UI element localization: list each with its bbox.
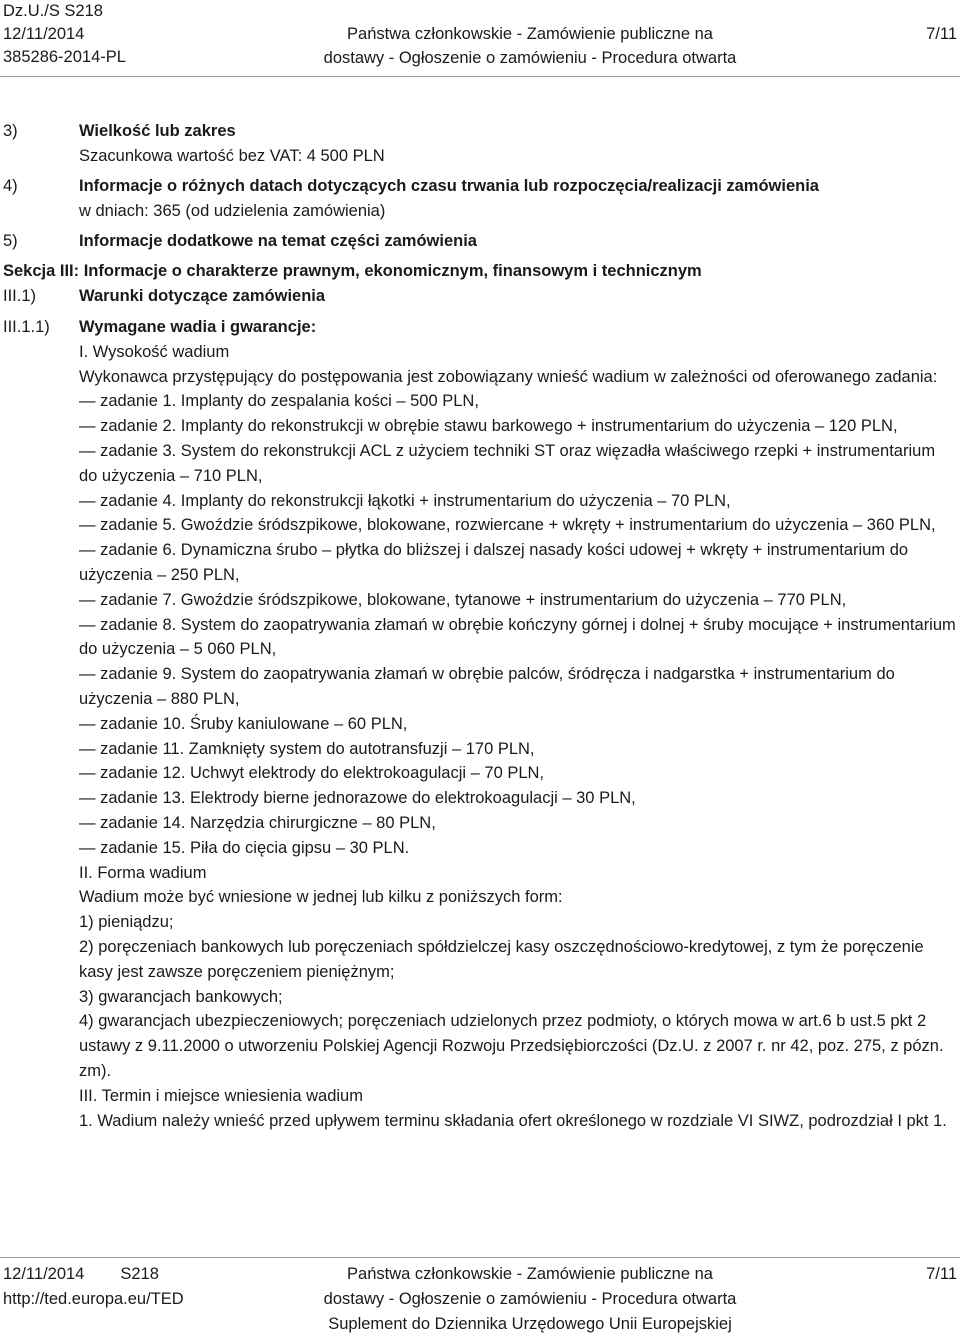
section-3-title: Wielkość lub zakres (79, 122, 236, 140)
header-date: 12/11/2014 (3, 25, 85, 43)
task-item: — zadanie 15. Piła do cięcia gipsu – 30 PLN. (79, 838, 410, 857)
header-divider (0, 76, 960, 77)
journal-ref: Dz.U./S S218 (3, 2, 103, 20)
footer-title-2: dostawy - Ogłoszenie o zamówieniu - Procedura otwarta (323, 1290, 737, 1308)
section-4-number: 4) (3, 177, 18, 195)
task-item: — zadanie 14. Narzędzia chirurgiczne – 80 PLN, (79, 813, 436, 832)
section-5-number: 5) (3, 232, 18, 250)
footer-left (3, 1262, 184, 1312)
section-4-title: Informacje o różnych datach dotyczących czasu trwania lub rozpoczęcia/realizacji zamówienia (79, 177, 819, 195)
header-left (3, 0, 126, 69)
section-5-title: Informacje dodatkowe na temat części zamówienia (79, 232, 477, 250)
task-item: — zadanie 5. Gwoździe śródszpikowe, blokowane, rozwiercane + wkręty + instrumentarium do użyczenia – 360 PLN, (79, 516, 936, 535)
deposit-form-item: 2) poręczeniach bankowych lub poręczeniach spółdzielczej kasy oszczędnościowo-kredytowej, z tym że poręczenie kasy jest zawsze poręczeniem pieniężnym; (79, 937, 924, 981)
task-item: — zadanie 11. Zamknięty system do autotransfuzji – 170 PLN, (79, 739, 535, 758)
section-iii-heading: Sekcja III: Informacje o charakterze prawnym, ekonomicznym, finansowym i technicznym (3, 262, 702, 280)
footer-title-1: Państwa członkowskie - Zamówienie publiczne na (347, 1265, 713, 1283)
section-iii-1-1-number: III.1.1) (3, 318, 50, 336)
header-center (310, 22, 750, 70)
header-title-2: dostawy - Ogłoszenie o zamówieniu - Procedura otwarta (323, 49, 737, 67)
task-item: — zadanie 10. Śruby kaniulowane – 60 PLN, (79, 714, 408, 733)
footer-divider (0, 1257, 960, 1258)
task-item: — zadanie 4. Implanty do rekonstrukcji łąkotki + instrumentarium do użyczenia – 70 PLN, (79, 491, 731, 510)
section-iii-1-1-body (79, 315, 957, 1133)
page-header (0, 0, 960, 72)
header-page-number: 7/11 (926, 25, 957, 43)
footer-url[interactable]: http://ted.europa.eu/TED (3, 1290, 184, 1308)
task-item: — zadanie 8. System do zaopatrywania złamań w obrębie kończyny górnej i dolnej + śruby mocujące + instrumentarium do użyczenia – 5 060 PLN, (79, 615, 956, 659)
task-item: — zadanie 9. System do zaopatrywania złamań w obrębie palców, śródręcza i nadgarstka + instrumentarium do użyczenia – 880 PLN, (79, 665, 895, 708)
footer-page-number: 7/11 (926, 1265, 957, 1283)
header-title-1: Państwa członkowskie - Zamówienie publiczne na (347, 25, 713, 43)
task-item: — zadanie 7. Gwoździe śródszpikowe, blokowane, tytanowe + instrumentarium do użyczenia – 770 PLN, (79, 590, 847, 609)
task-item: — zadanie 1. Implanty do zespalania kości – 500 PLN, (79, 392, 479, 411)
deposit-amount-heading: I. Wysokość wadium (79, 342, 230, 361)
deposit-deadline-text: 1. Wadium należy wnieść przed upływem terminu składania ofert określonego w rozdziale VI SIWZ, podrozdział I pkt 1. (79, 1111, 947, 1130)
deposit-form-item: 4) gwarancjach ubezpieczeniowych; poręczeniach udzielonych przez podmioty, o których mowa w art.6 b ust.5 pkt 2 ustawy z 9.11.2000 o utworzeniu Polskiej Agencji Rozwoju Przedsiębiorczości (Dz.U. z 2007 r. nr 42, poz. 275, z pózn. zm). (79, 1012, 944, 1080)
footer-date: 12/11/2014 (3, 1265, 85, 1283)
footer-center (300, 1262, 760, 1337)
task-item: — zadanie 12. Uchwyt elektrody do elektrokoagulacji – 70 PLN, (79, 764, 545, 783)
section-3-text: Szacunkowa wartość bez VAT: 4 500 PLN (79, 147, 385, 165)
task-item: — zadanie 13. Elektrody bierne jednorazowe do elektrokoagulacji – 30 PLN, (79, 789, 636, 808)
notice-id: 385286-2014-PL (3, 48, 126, 66)
section-iii-1-1-title: Wymagane wadia i gwarancje: (79, 318, 317, 336)
deposit-form-heading: II. Forma wadium (79, 863, 207, 882)
deposit-form-intro: Wadium może być wniesione w jednej lub kilku z poniższych form: (79, 888, 563, 907)
section-4-text: w dniach: 365 (od udzielenia zamówienia) (79, 202, 386, 220)
deposit-form-item: 1) pieniądzu; (79, 913, 174, 932)
section-iii-1-number: III.1) (3, 287, 37, 305)
footer-supplement: Suplement do Dziennika Urzędowego Unii Europejskiej (328, 1315, 732, 1333)
task-item: — zadanie 3. System do rekonstrukcji ACL z użyciem techniki ST oraz więzadła właściwego rzepki + instrumentarium do użyczenia – 710 PLN, (79, 441, 936, 485)
task-item: — zadanie 2. Implanty do rekonstrukcji w obrębie stawu barkowego + instrumentarium do użyczenia – 120 PLN, (79, 417, 898, 436)
section-iii-1-title: Warunki dotyczące zamówienia (79, 287, 326, 305)
deposit-intro: Wykonawca przystępujący do postępowania jest zobowiązany wnieść wadium w zależności od oferowanego zadania: (79, 367, 938, 386)
deposit-form-item: 3) gwarancjach bankowych; (79, 987, 283, 1006)
footer-issue: S218 (120, 1265, 159, 1283)
deposit-deadline-heading: III. Termin i miejsce wniesienia wadium (79, 1086, 363, 1105)
task-item: — zadanie 6. Dynamiczna śrubo – płytka do bliższej i dalszej nasady kości udowej + wkręty + instrumentarium do użyczenia – 250 PLN, (79, 541, 909, 584)
section-3-number: 3) (3, 122, 18, 140)
